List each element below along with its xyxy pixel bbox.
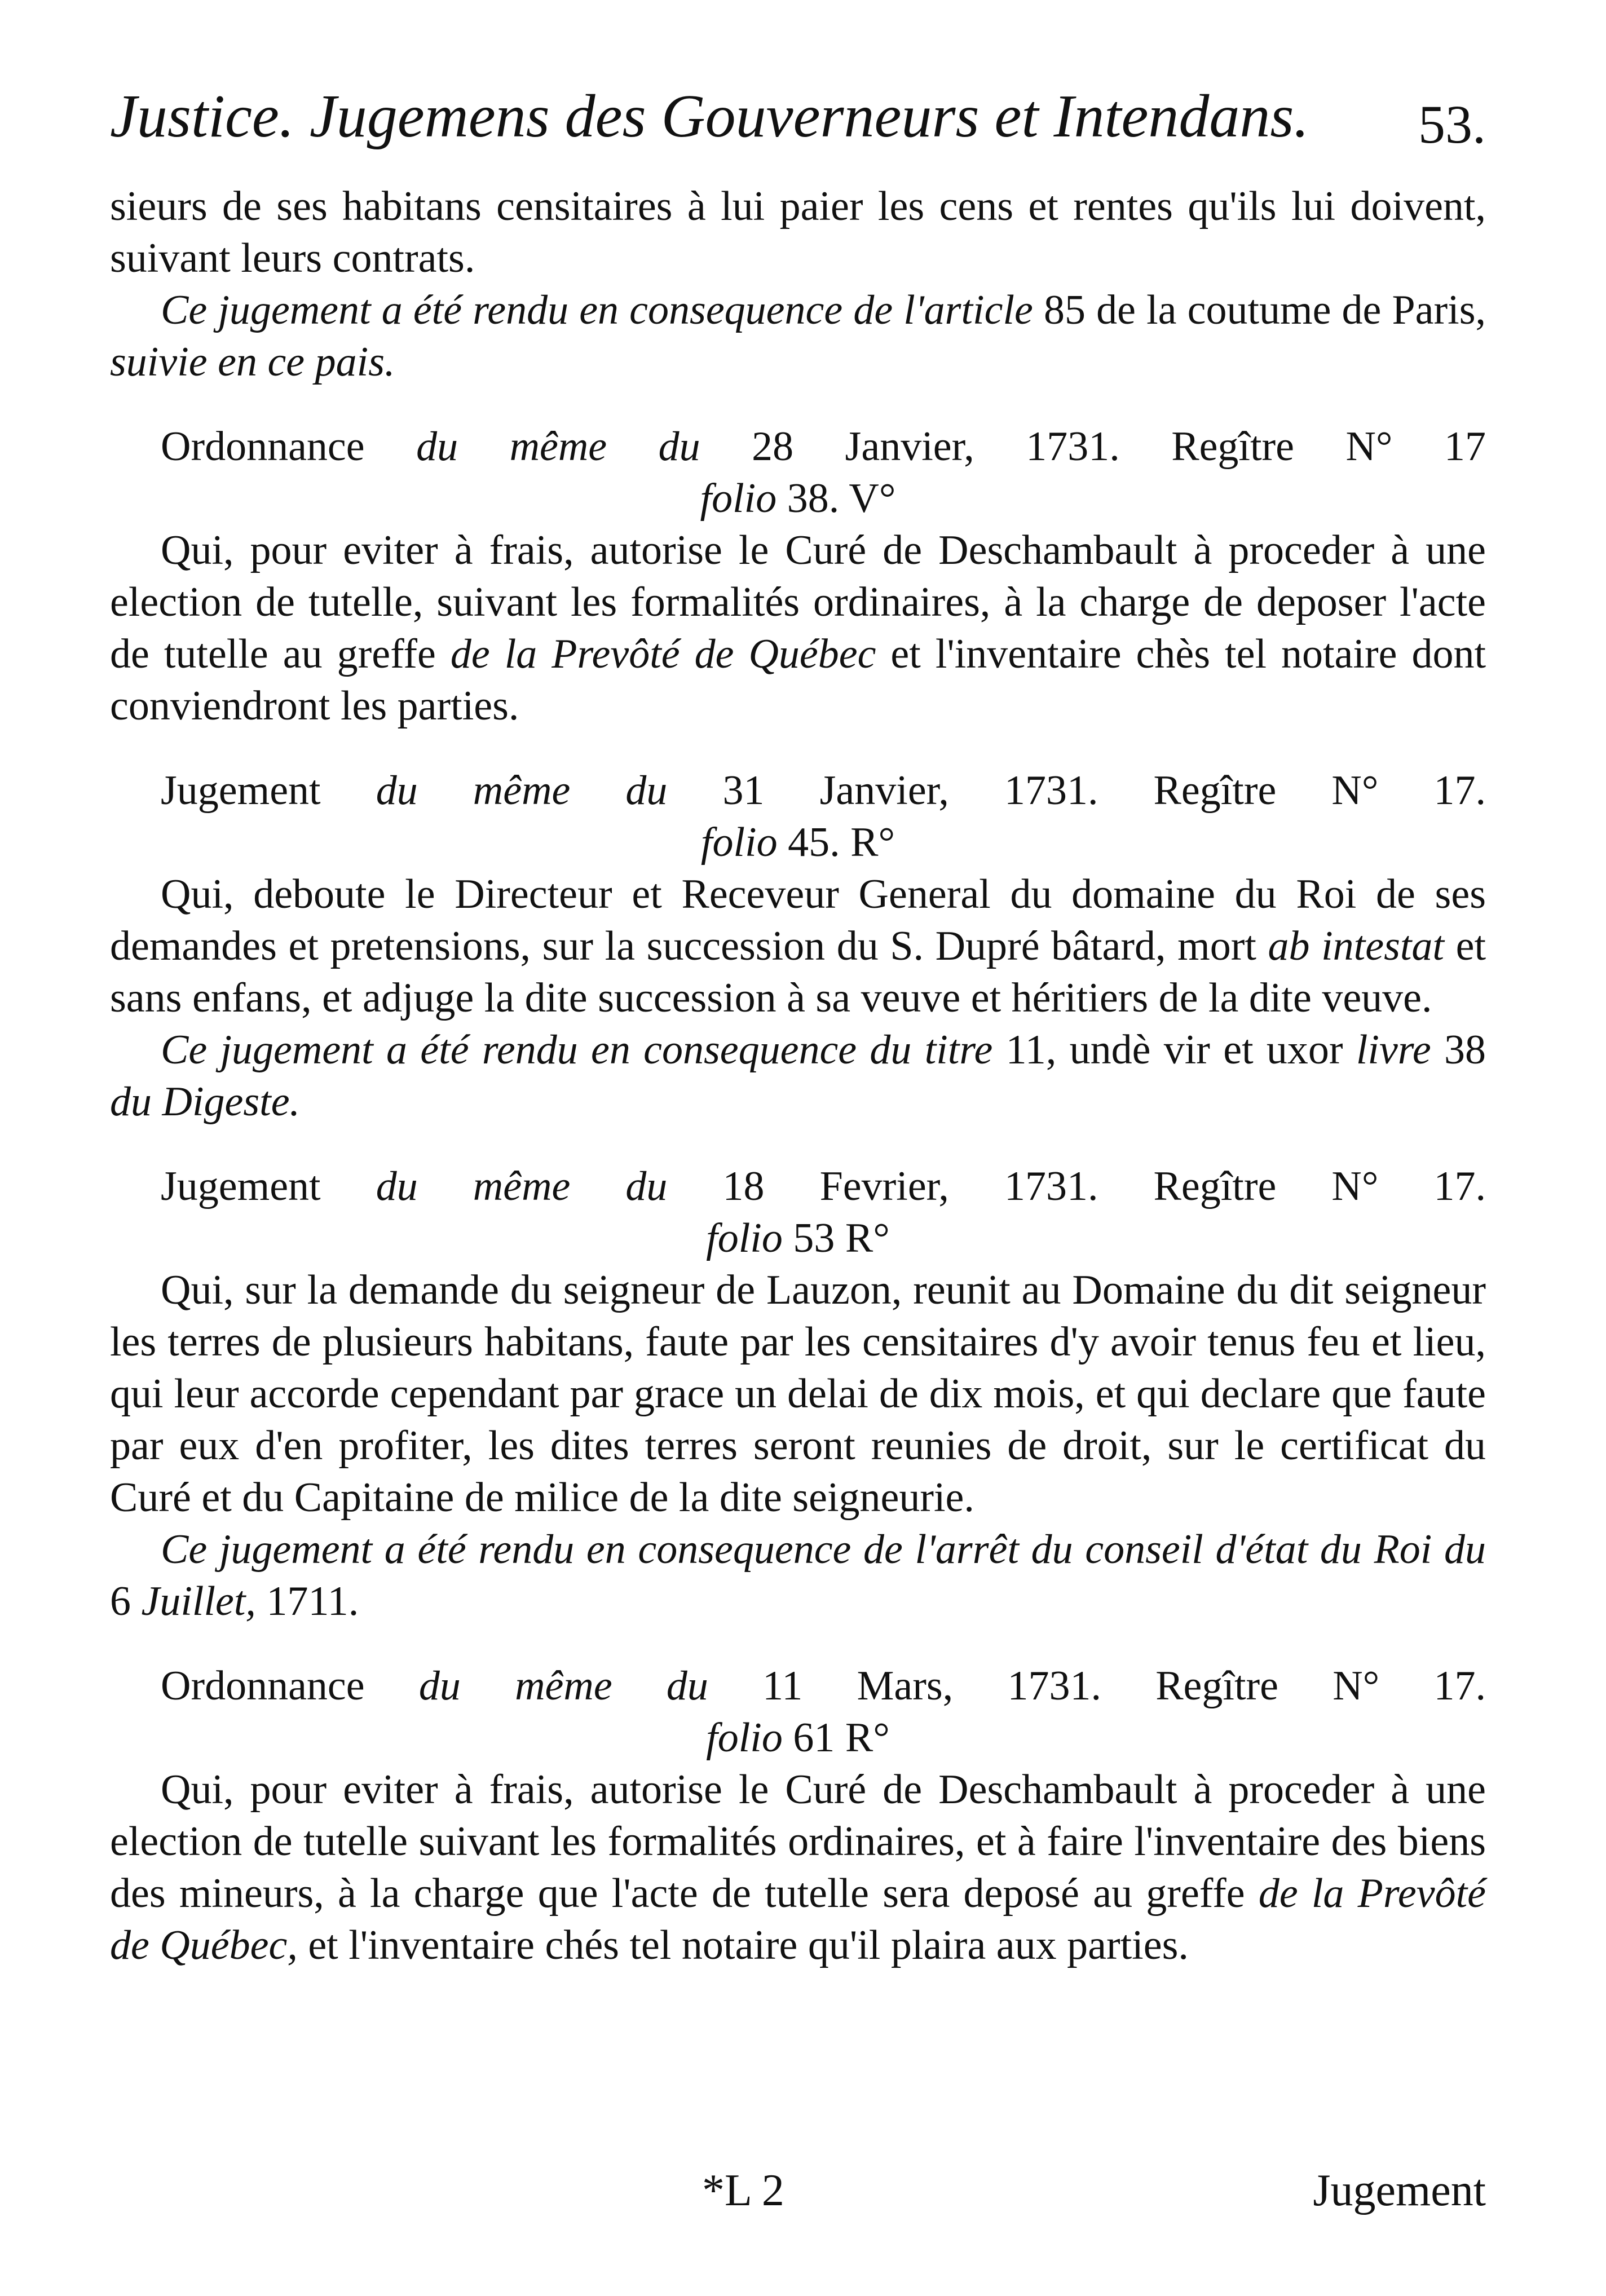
entry-date: 18 Fevrier, [722,1163,949,1209]
continuation-paragraph: sieurs de ses habitans censitaires à lui paier les cens et rentes qu'ils lui doivent, suivant leurs contrats. [110,183,1486,281]
entry-folio: 38. V° [787,475,896,522]
entry-text: Qui, sur la demande du seigneur de Lauzon, reunit au Domaine du dit seigneur les terres de plusieurs habitans, faute par les censitaires d'y avoir tenus feu et lieu, qui leur accorde cependant par grace un delai de dix mois, et qui declare que faute par eux d'en profiter, les dites terres seront reunies de droit, sur le certificat du Curé et du Capitaine de milice de la dite seigneurie. [110,1267,1486,1521]
catchword: Jugement [1313,2166,1486,2215]
entry-text: Qui, pour eviter à frais, autorise le Curé de Deschambault à proceder à une election de tutelle, suivant les formalités ordinaires, à la charge de deposer l'acte de tutelle au greffe de la Prevôté de Québec et l'inventaire chès tel notaire dont conviendront les parties. [110,527,1486,729]
running-title: Justice. Jugemens des Gouverneurs et Intendans. [110,83,1309,150]
entry-heading: Ordonnance du même du 28 Janvier, 1731. Regître N° 17 folio 38. V° [161,423,1486,522]
entry-heading: Jugement du même du 31 Janvier, 1731. Regître N° 17. folio 45. R° [161,767,1486,866]
entry-kind: Ordonnance [161,1663,365,1709]
entry-kind: Ordonnance [161,423,365,470]
page-number: 53. [1418,94,1486,154]
entry-date: 28 Janvier, [752,423,974,470]
signature-mark: *L 2 [702,2166,784,2215]
entry-year: 1731. [1007,1663,1101,1709]
entry-folio: 53 R° [793,1215,890,1261]
entry-folio: 45. R° [788,819,895,866]
entry-folio: 61 R° [793,1715,890,1761]
entry-register: Regître N° 17. [1155,1663,1486,1709]
continuation-note: Ce jugement a été rendu en consequence de l'article 85 de la coutume de Paris, suivie en ce pais. [110,287,1486,385]
entry-heading: Ordonnance du même du 11 Mars, 1731. Regître N° 17. folio 61 R° [161,1663,1486,1761]
entry-date: 11 Mars, [762,1663,954,1709]
entry-text: Qui, pour eviter à frais, autorise le Curé de Deschambault à proceder à une election de tutelle suivant les formalités ordinaires, et à faire l'inventaire des biens des mineurs, à la charge que l'acte de tutelle sera deposé au greffe de la Prevôté de Québec, et l'inventaire chés tel notaire qu'il plaira aux parties. [110,1767,1486,1968]
page-body [110,180,1486,1971]
entry-note: Ce jugement a été rendu en consequence du titre 11, undè vir et uxor livre 38 du Digeste. [110,1027,1486,1125]
entry-heading: Jugement du même du 18 Fevrier, 1731. Regître N° 17. folio 53 R° [161,1163,1486,1261]
page-header [110,70,1486,166]
entry-year: 1731. [1026,423,1120,470]
entry-register: Regître N° 17. [1153,767,1486,814]
entry-note: Ce jugement a été rendu en consequence de l'arrêt du conseil d'état du Roi du 6 Juillet, 1711. [110,1526,1486,1624]
entry-text: Qui, deboute le Directeur et Receveur General du domaine du Roi de ses demandes et pretensions, sur la succession du S. Dupré bâtard, mort ab intestat et sans enfans, et adjuge la dite succession à sa veuve et héritiers de la dite veuve. [110,871,1486,1021]
page-footer [110,2165,1486,2222]
entry-register: Regître N° 17. [1153,1163,1486,1209]
entry-year: 1731. [1004,1163,1098,1209]
entry-kind: Jugement [161,1163,321,1209]
entry-register: Regître N° 17 [1171,423,1486,470]
entry-year: 1731. [1004,767,1098,814]
entry-date: 31 Janvier, [722,767,949,814]
entry-kind: Jugement [161,767,321,814]
